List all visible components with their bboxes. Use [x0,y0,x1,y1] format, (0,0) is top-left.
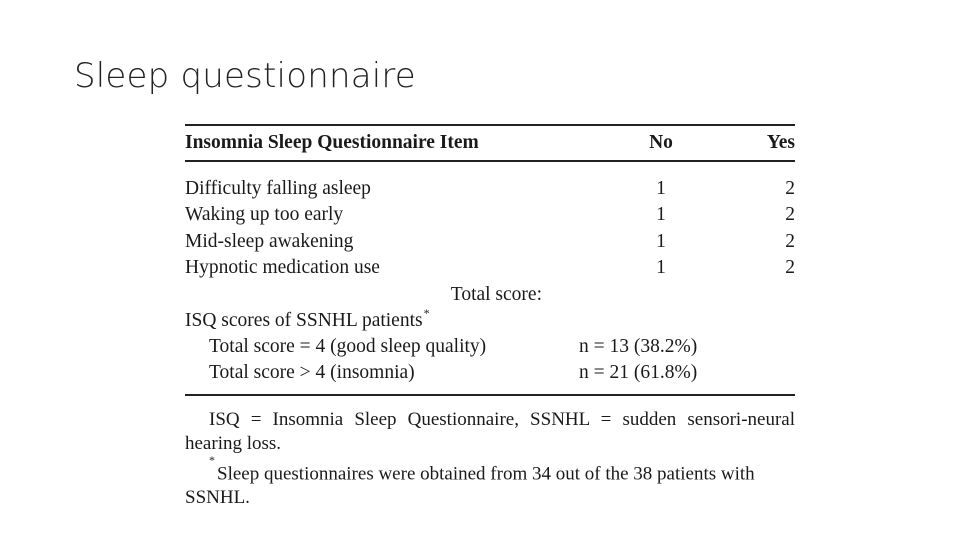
isq-scores-title [185,308,795,334]
asterisk-note [185,453,795,510]
note-text: Sleep questionnaires were obtained from 34 out of the 38 patients with SSNHL. [185,463,755,509]
isq-score-row [185,334,795,360]
isq-score-label: Total score = 4 (good sleep quality) [209,336,487,357]
questionnaire-table [185,124,795,510]
row-item: Hypnotic medication use [185,257,380,279]
isq-score-row [185,360,795,386]
row-yes: 2 [785,204,795,226]
row-yes: 2 [785,257,795,279]
isq-score-value: n = 13 (38.2%) [579,336,698,357]
table-footnotes [185,396,795,510]
row-no: 1 [656,204,666,226]
header-no: No [649,132,673,153]
table-row [185,202,795,229]
header-item: Insomnia Sleep Questionnaire Item [185,132,479,153]
row-item: Mid-sleep awakening [185,230,354,252]
total-score-label: Total score: [450,283,542,305]
row-no: 1 [656,177,666,199]
slide-title: Sleep questionnaire [74,56,416,96]
row-no: 1 [656,230,666,252]
isq-title-mark: * [423,306,430,320]
table-body [185,162,795,395]
isq-score-value: n = 21 (61.8%) [579,362,698,383]
table-header [185,126,795,160]
isq-score-label: Total score > 4 (insomnia) [209,362,415,383]
header-yes: Yes [766,132,795,153]
row-item: Waking up too early [185,204,344,226]
abbreviation-note: ISQ = Insomnia Sleep Questionnaire, SSNHL = sudden sensori-neural hearing loss. [185,409,795,454]
table-row [185,255,795,282]
row-yes: 2 [785,230,795,252]
total-score-row [185,282,795,309]
row-no: 1 [656,257,666,279]
row-yes: 2 [785,177,795,199]
table-row [185,229,795,256]
table-row [185,176,795,203]
note-mark: * [209,453,215,467]
row-item: Difficulty falling asleep [185,177,371,199]
isq-title-text: ISQ scores of SSNHL patients [185,310,423,331]
